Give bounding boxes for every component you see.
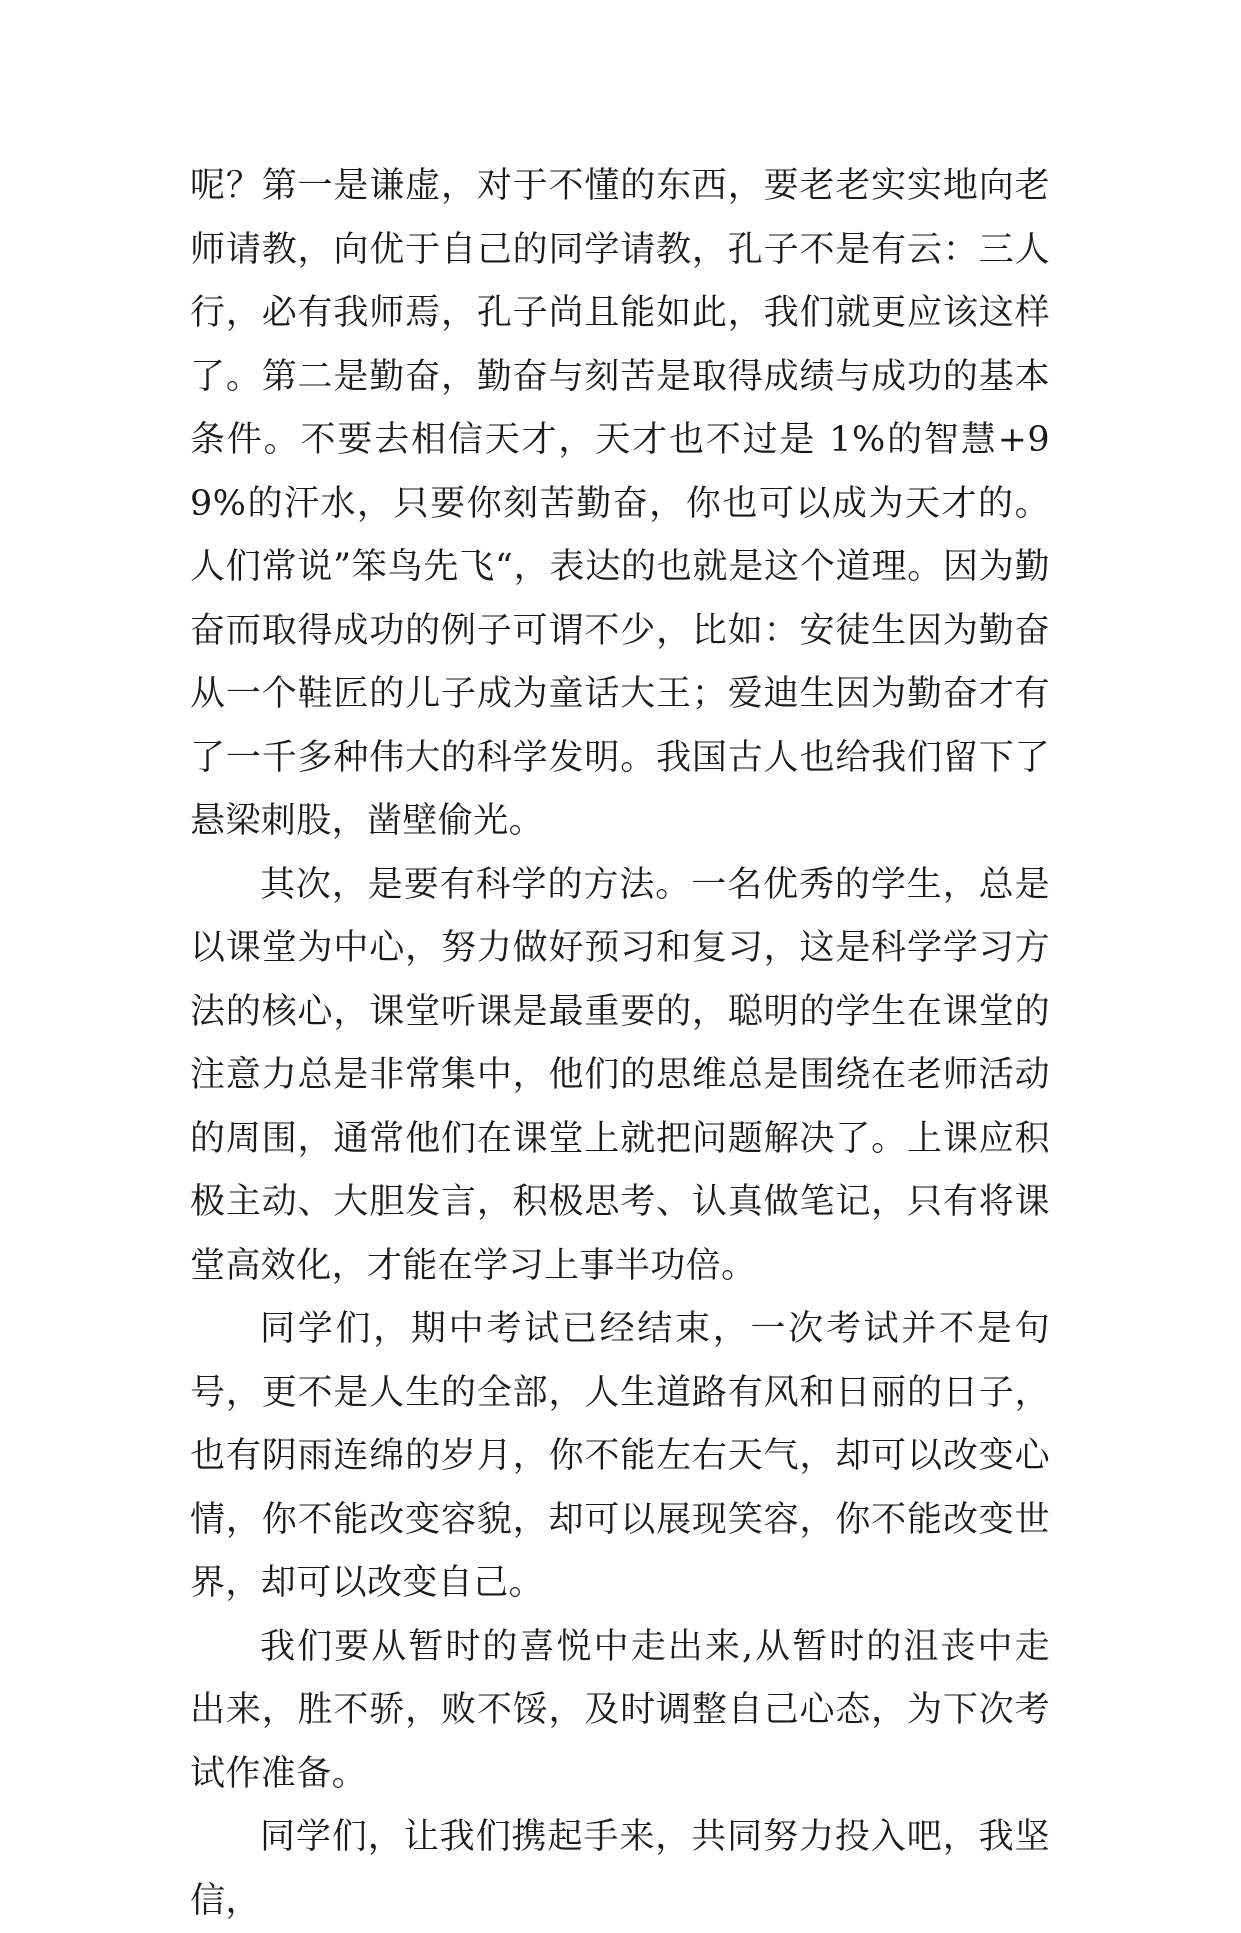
paragraph-3: 同学们，期中考试已经结束，一次考试并不是句号，更不是人生的全部，人生道路有风和日丽的日子，也有阴雨连绵的岁月，你不能左右天气，却可以改变心情，你不能改变容貌，却可以展现笑容，你不能改变世界，却可以改变自己。: [190, 1309, 1050, 1603]
paragraph-1: 呢？第一是谦虚，对于不懂的东西，要老老实实地向老师请教，向优于自己的同学请教，孔子不是有云：三人行，必有我师焉，孔子尚且能如此，我们就更应该这样了。第二是勤奋，勤奋与刻苦是取得成绩与成功的基本条件。不要去相信天才，天才也不过是 1%的智慧+99%的汗水，只要你刻苦勤奋，你也可以成为天才的。人们常说”笨鸟先飞“，表达的也就是这个道理。因为勤奋而取得成功的例子可谓不少，比如：安徒生因为勤奋从一个鞋匠的儿子成为童话大王；爱迪生因为勤奋才有了一千多种伟大的科学发明。我国古人也给我们留下了悬梁刺股，凿壁偷光。: [190, 166, 1050, 841]
document-body: [190, 155, 1050, 1933]
paragraph-5: 同学们，让我们携起手来，共同努力投入吧，我坚信，: [190, 1817, 1050, 1921]
paragraph-2: 其次，是要有科学的方法。一名优秀的学生，总是以课堂为中心，努力做好预习和复习，这是科学学习方法的核心，课堂听课是最重要的，聪明的学生在课堂的注意力总是非常集中，他们的思维总是围绕在老师活动的周围，通常他们在课堂上就把问题解决了。上课应积极主动、大胆发言，积极思考、认真做笔记，只有将课堂高效化，才能在学习上事半功倍。: [190, 864, 1050, 1286]
paragraph-4: 我们要从暂时的喜悦中走出来,从暂时的沮丧中走出来，胜不骄，败不馁，及时调整自己心态，为下次考试作准备。: [190, 1626, 1050, 1794]
